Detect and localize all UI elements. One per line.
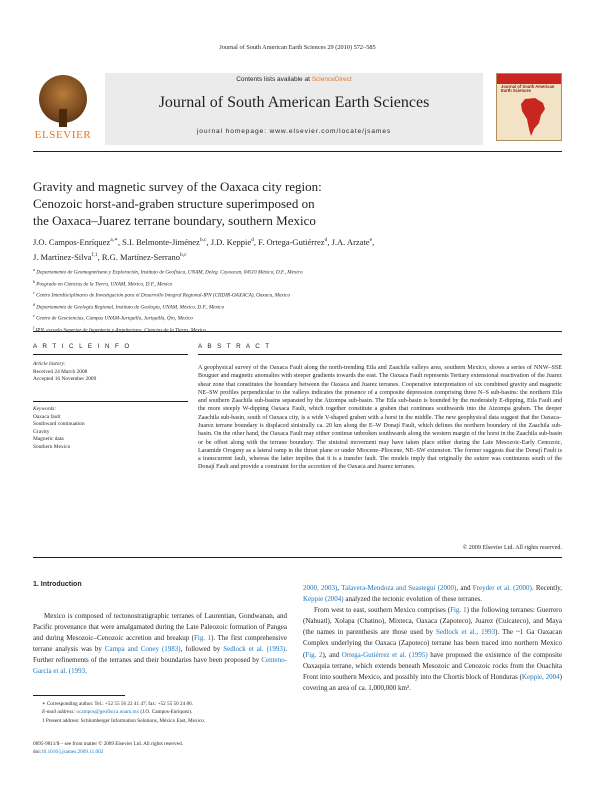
figure-link[interactable]: Fig. 1 [450, 606, 467, 615]
keywords [33, 406, 183, 452]
footnotes [42, 700, 292, 725]
doi-link[interactable]: 10.1016/j.jsames.2009.11.002 [41, 748, 104, 755]
abstract-heading: A B S T R A C T [198, 343, 271, 350]
cover-title: Journal of South American Earth Sciences [501, 84, 555, 94]
affiliation: $^b$ Posgrado en Ciencias de la Tierra, UNAM, México, D.F., Mexico [33, 278, 173, 288]
affiliations [33, 266, 562, 335]
citation-link[interactable]: Freyder et al. (2000) [472, 584, 532, 592]
article-info-heading: A R T I C L E I N F O [33, 343, 132, 350]
article-history [33, 361, 183, 384]
section-rule [33, 331, 562, 332]
south-america-map-icon [519, 97, 547, 137]
citation-link[interactable]: Talavera-Mendoza and Suastegui (2000) [341, 584, 457, 592]
keywords-rule [33, 401, 188, 402]
keyword: Magnetic data [33, 436, 64, 443]
abstract-bottom-rule [33, 557, 562, 558]
email-link[interactable]: ocampos@geofisica.unam.mx [76, 709, 140, 716]
citation-link[interactable]: Sedlock et al., 1993 [435, 628, 496, 637]
copyright: © 2009 Elsevier Ltd. All rights reserved. [462, 545, 562, 551]
header-rule [33, 151, 562, 152]
author[interactable]: J. Martínez-Silva$^{f,1}$ [33, 251, 98, 262]
issn-line: 0895-9811/$ – see front matter © 2009 Elsevier Ltd. All rights reserved. [33, 741, 183, 747]
figure-link[interactable]: Fig. 2 [305, 650, 323, 659]
present-address-note: 1 Present address: Schlumberger Information Solutions, México East, Mexico. [42, 717, 206, 724]
info-rule [33, 354, 188, 355]
journal-title: Journal of South American Earth Sciences [158, 94, 430, 111]
author[interactable]: F. Ortega-Gutiérrez$^d$ [258, 236, 328, 247]
keyword: Southward continuation [33, 421, 85, 428]
citation-link[interactable]: 2000, 2003) [303, 584, 338, 592]
journal-header [33, 73, 562, 145]
cover-band [497, 74, 561, 84]
doi-line: doi:10.1016/j.jsames.2009.11.002 [33, 748, 104, 755]
article-title [33, 178, 453, 229]
author[interactable]: J.O. Campos-Enríquez$^{a,∗}$ [33, 236, 118, 247]
author[interactable]: S.I. Belmonte-Jiménez$^{b,c}$ [122, 236, 207, 247]
body-column-left [33, 611, 287, 678]
received-date: Received 24 March 2008 [33, 368, 88, 375]
author[interactable]: J.A. Arzate$^e$ [331, 236, 373, 247]
tree-trunk-shape [59, 109, 67, 127]
body-column-right [303, 583, 562, 694]
author-list: J.O. Campos-Enríquez$^{a,∗}$, S.I. Belmonte-Jiménez$^{b,c}$, J.D. Keppie$^d$, F. Ortega-Gutiérrez$^d$, J.A. Arzate$^e$, J. Martínez-Silva$^{f,1}$, R.G. Martínez-Serrano$^{b,c}$ [33, 236, 375, 262]
journal-cover-thumbnail [496, 73, 562, 141]
history-label: Article history: [33, 361, 66, 367]
title-line: Cenozoic horst-and-graben structure superimposed on [33, 196, 315, 211]
affiliation: $^e$ Centro de Geociencias, Campus UNAM-Juriquilla, Juriquilla, Qro, Mexico [33, 313, 193, 322]
keywords-label: Keywords: [33, 406, 57, 412]
keyword: Gravity [33, 428, 50, 435]
paragraph: 2000, 2003), Talavera-Mendoza and Suastegui (2000), and Freyder et al. (2000). Recently, Keppie (2004) analyzed the tectonic evolution of these terranes. [303, 584, 562, 604]
paragraph: Mexico is composed of tectonostratigraphic terranes of Laurentian, Gondwanan, and Pacific provenance that were amalgamated during the Late Paleozoic formation of Pangea and during Mesozoic–Cenozoic accretion and breakup (Fig. 1). The first comprehensive terrane analysis was by Campa and Coney (1983), followed by Sedlock et al. (1993). Further refinements of the terranes and their boundaries have been proposed by Centeno-García et al. (1993, [33, 612, 288, 676]
section-heading-introduction: 1. Introduction [33, 581, 82, 588]
citation-link[interactable]: Sedlock et al. (1993) [223, 645, 286, 654]
title-line: the Oaxaca–Juarez terrane boundary, southern Mexico [33, 213, 316, 228]
author[interactable]: J.D. Keppie$^d$ [210, 236, 254, 247]
paragraph: From west to east, southern Mexico comprises (Fig. 1) the following terranes: Guerrero (Nahuatl), Xolapa (Chatino), Mixteca, Oaxaca (Zapoteco), Juarez (Cuicateco), and Maya (the names in parenthesis are those used by Sedlock et al., 1993). The ~1 Ga Oaxacan Complex underlying the Oaxaca (Zapoteco) terrane has been traced into northern Mexico (Fig. 2), and Ortega-Gutiérrez et al. (1995) have proposed the existence of the composite Oaxaquia terrane, which extends beneath Mesozoic and Cenozoic rocks from the Ouachita Front into southern Mexico, and possibly into the Chortis block of Honduras (Keppie, 2004) covering an area of ca. 1,000,000 km². [303, 606, 563, 692]
publisher-name: ELSEVIER [34, 129, 92, 141]
citation-link[interactable]: Ortega-Gutiérrez et al. (1995) [341, 650, 428, 659]
homepage-link[interactable]: www.elsevier.com/locate/jsames [269, 128, 392, 135]
figure-link[interactable]: Fig. 1 [194, 634, 212, 643]
citation-link[interactable]: Keppie (2004) [303, 595, 344, 604]
citation-link[interactable]: Keppie, 2004 [521, 672, 560, 681]
elsevier-logo [33, 73, 93, 141]
footnote-rule [33, 695, 125, 696]
email-note: E-mail address: ocampos@geofisica.unam.mx (J.O. Campos-Enríquez). [42, 709, 193, 716]
header-banner [105, 73, 483, 145]
contents-prefix: Contents lists available at [236, 76, 312, 83]
title-line: Gravity and magnetic survey of the Oaxaca city region: [33, 179, 322, 194]
issn-block [33, 741, 333, 757]
abstract-text: A geophysical survey of the Oaxaca Fault along the north-trending Etla and Zaachila valleys area, southern Mexico, shows a series of NNW–SSE Bouguer and magnetic anomalies with steeper gradients towards the east. The Oaxaca Fault represents Tertiary extensional reactivation of the Juarez shear zone that constitutes the boundary between the Oaxaca and Juarez terranes. Cooperative interpretation of six combined gravity and magnetic NE–SW profiles perpendicular to the valleys indicates the presence of a composite depression comprising three N–S sub-basins: the northern Etla and southern Zaachila sub-basins separated by the Atzompa sub-basin. The Etla sub-basin is bounded by the moderately E-dipping, Etla Fault and the more steeply W-dipping Oaxaca Fault, which together constitute a graben that continues southwards into the Atzompa graben. The deeper Zaachila sub-basin, south of Oaxaca city, is a wide V-shaped graben with a horst in the middle. The new geophysical data suggest that the Oaxaca–Juarez terrane boundary is displaced sinistrally ca. 20 km along the E–W Donají Fault, which defines the northern boundary of the Zaachila sub-basin. On the other hand, the Oaxaca Fault may either continue unbroken southwards along the western margin of the horst in the Zaachila sub-basin or be offset along with the terrane boundary. The sinistral movement may have taken place either during the Late Mesozoic-Early Cenozoic, Laramide Orogeny as a lateral ramp in the thrust plane or under Miocene–Pliocene, NE–SW extension. The former suggests that the Donají Fault is a transcurrent fault, whereas the latter implies that it is a transfer fault. The models imply that originally the suture was continuous south of the Donají Fault and provide a constraint for the accretion of the Oaxaca and Juarez terranes. [198, 365, 562, 471]
sciencedirect-link[interactable]: ScienceDirect [311, 76, 352, 83]
affiliation: $^d$ Departamento de Geología Regional, Instituto de Geología, UNAM, México, D.F., Mexico [33, 301, 225, 311]
affiliation: $^a$ Departamento de Geomagnetismo y Exploración, Instituto de Geofísica, UNAM, Deleg. Coyoacan, 04510 México, D.F., Mexico [33, 267, 303, 276]
affiliation: $^c$ Centro Interdisciplinario de Investigación para el Desarrollo Integral Regional-IPN (CIIDIR-OAXACA), Oaxaca, Mexico [33, 290, 291, 299]
author[interactable]: R.G. Martínez-Serrano$^{b,c}$ [101, 251, 187, 262]
keyword: Southern Mexico [33, 443, 71, 450]
journal-reference: Journal of South American Earth Sciences 29 (2010) 572–585 [219, 44, 376, 51]
affiliation: $^f$ IPN, escuela Superior de Ingeniería y Arquitectura, Ciencias de la Tierra, Mexico [33, 324, 206, 334]
citation-link[interactable]: Centeno-García et al. (1993, [33, 656, 287, 676]
contents-line [105, 76, 483, 83]
homepage-prefix: journal homepage: [196, 128, 270, 135]
accepted-date: Accepted 16 November 2009 [33, 376, 97, 383]
homepage-line [105, 128, 483, 135]
corresponding-author-note: ∗ Corresponding author. Tel.: +52 55 56 22 41 47; fax: +52 55 50 24 86. [42, 701, 193, 707]
citation-link[interactable]: Campa and Coney (1983) [104, 645, 181, 654]
abstract-rule [198, 354, 562, 355]
keyword: Oaxaca fault [33, 413, 61, 420]
